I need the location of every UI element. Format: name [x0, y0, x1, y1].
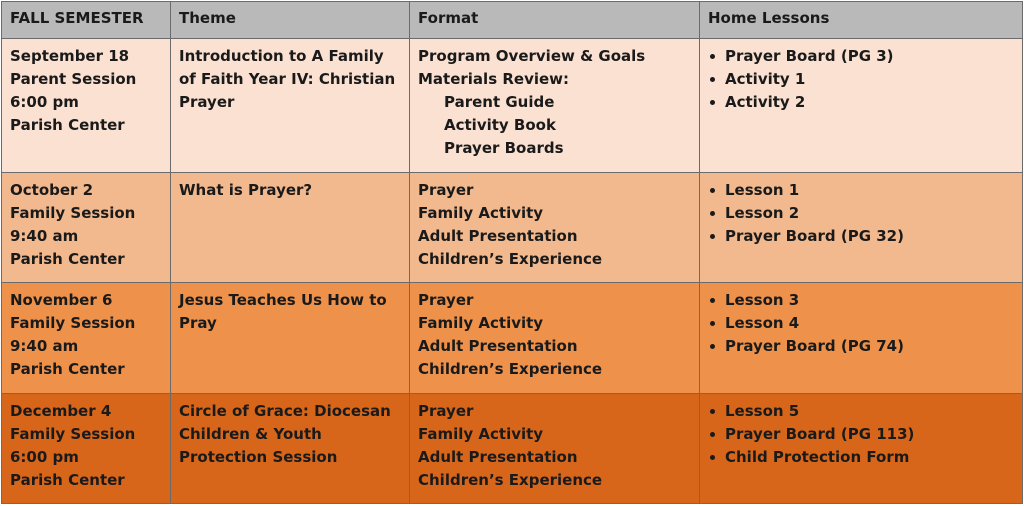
format-subitem: Activity Book — [444, 115, 556, 134]
format-item: Family Activity — [418, 204, 544, 223]
home-lessons-list — [708, 179, 1014, 248]
table-row — [2, 38, 1023, 172]
format-cell — [410, 393, 700, 503]
session-time: 9:40 am — [10, 337, 79, 356]
lesson-item: Lesson 5 — [708, 400, 1014, 423]
lesson-item: Lesson 4 — [708, 312, 1014, 335]
format-cell — [410, 173, 700, 283]
home-lessons-list — [708, 45, 1014, 114]
lesson-item: Activity 2 — [708, 91, 1014, 114]
format-item: Prayer — [418, 401, 474, 420]
format-cell — [410, 283, 700, 393]
table-row — [2, 173, 1023, 283]
session-time: 9:40 am — [10, 227, 79, 246]
home-lessons-cell — [700, 393, 1023, 503]
lesson-item: Lesson 2 — [708, 202, 1014, 225]
session-date: December 4 — [10, 401, 112, 420]
session-date: October 2 — [10, 181, 94, 200]
fall-semester-schedule-table — [1, 1, 1023, 504]
format-item: Program Overview & Goals — [418, 46, 646, 65]
lesson-item: Prayer Board (PG 32) — [708, 225, 1014, 248]
header-row — [2, 2, 1023, 39]
column-header-home-lessons: Home Lessons — [700, 2, 1023, 39]
home-lessons-cell — [700, 283, 1023, 393]
format-item: Adult Presentation — [418, 337, 578, 356]
format-item: Family Activity — [418, 424, 544, 443]
session-time: 6:00 pm — [10, 92, 79, 111]
lesson-item: Prayer Board (PG 113) — [708, 423, 1014, 446]
column-header-format: Format — [410, 2, 700, 39]
format-item: Prayer — [418, 181, 474, 200]
session-location: Parish Center — [10, 360, 125, 379]
home-lessons-cell — [700, 173, 1023, 283]
table-row — [2, 393, 1023, 503]
session-date: November 6 — [10, 291, 113, 310]
lesson-item: Prayer Board (PG 3) — [708, 45, 1014, 68]
format-item: Children’s Experience — [418, 470, 603, 489]
home-lessons-list — [708, 400, 1014, 469]
format-item: Family Activity — [418, 314, 544, 333]
session-details-cell — [2, 173, 171, 283]
session-location: Parish Center — [10, 250, 125, 269]
session-type: Family Session — [10, 424, 136, 443]
session-location: Parish Center — [10, 470, 125, 489]
format-item: Adult Presentation — [418, 227, 578, 246]
format-item: Prayer — [418, 291, 474, 310]
session-location: Parish Center — [10, 115, 125, 134]
session-time: 6:00 pm — [10, 447, 79, 466]
lesson-item: Child Protection Form — [708, 446, 1014, 469]
theme-cell: Jesus Teaches Us How to Pray — [171, 283, 410, 393]
session-type: Family Session — [10, 204, 136, 223]
session-date: September 18 — [10, 46, 130, 65]
session-details-cell — [2, 283, 171, 393]
session-details-cell — [2, 393, 171, 503]
theme-cell: Circle of Grace: Diocesan Children & Youth Protection Session — [171, 393, 410, 503]
lesson-item: Lesson 1 — [708, 179, 1014, 202]
format-item: Children’s Experience — [418, 360, 603, 379]
lesson-item: Lesson 3 — [708, 289, 1014, 312]
home-lessons-list — [708, 289, 1014, 358]
home-lessons-cell — [700, 38, 1023, 172]
lesson-item: Prayer Board (PG 74) — [708, 335, 1014, 358]
theme-cell: What is Prayer? — [171, 173, 410, 283]
lesson-item: Activity 1 — [708, 68, 1014, 91]
table-row — [2, 283, 1023, 393]
format-cell — [410, 38, 700, 172]
format-subitem: Prayer Boards — [444, 138, 564, 157]
column-header-semester: FALL SEMESTER — [2, 2, 171, 39]
session-details-cell — [2, 38, 171, 172]
format-subitem: Parent Guide — [444, 92, 555, 111]
format-item: Materials Review: — [418, 69, 570, 88]
session-type: Family Session — [10, 314, 136, 333]
session-type: Parent Session — [10, 69, 137, 88]
format-item: Adult Presentation — [418, 447, 578, 466]
theme-cell: Introduction to A Family of Faith Year IV: Christian Prayer — [171, 38, 410, 172]
column-header-theme: Theme — [171, 2, 410, 39]
format-item: Children’s Experience — [418, 250, 603, 269]
